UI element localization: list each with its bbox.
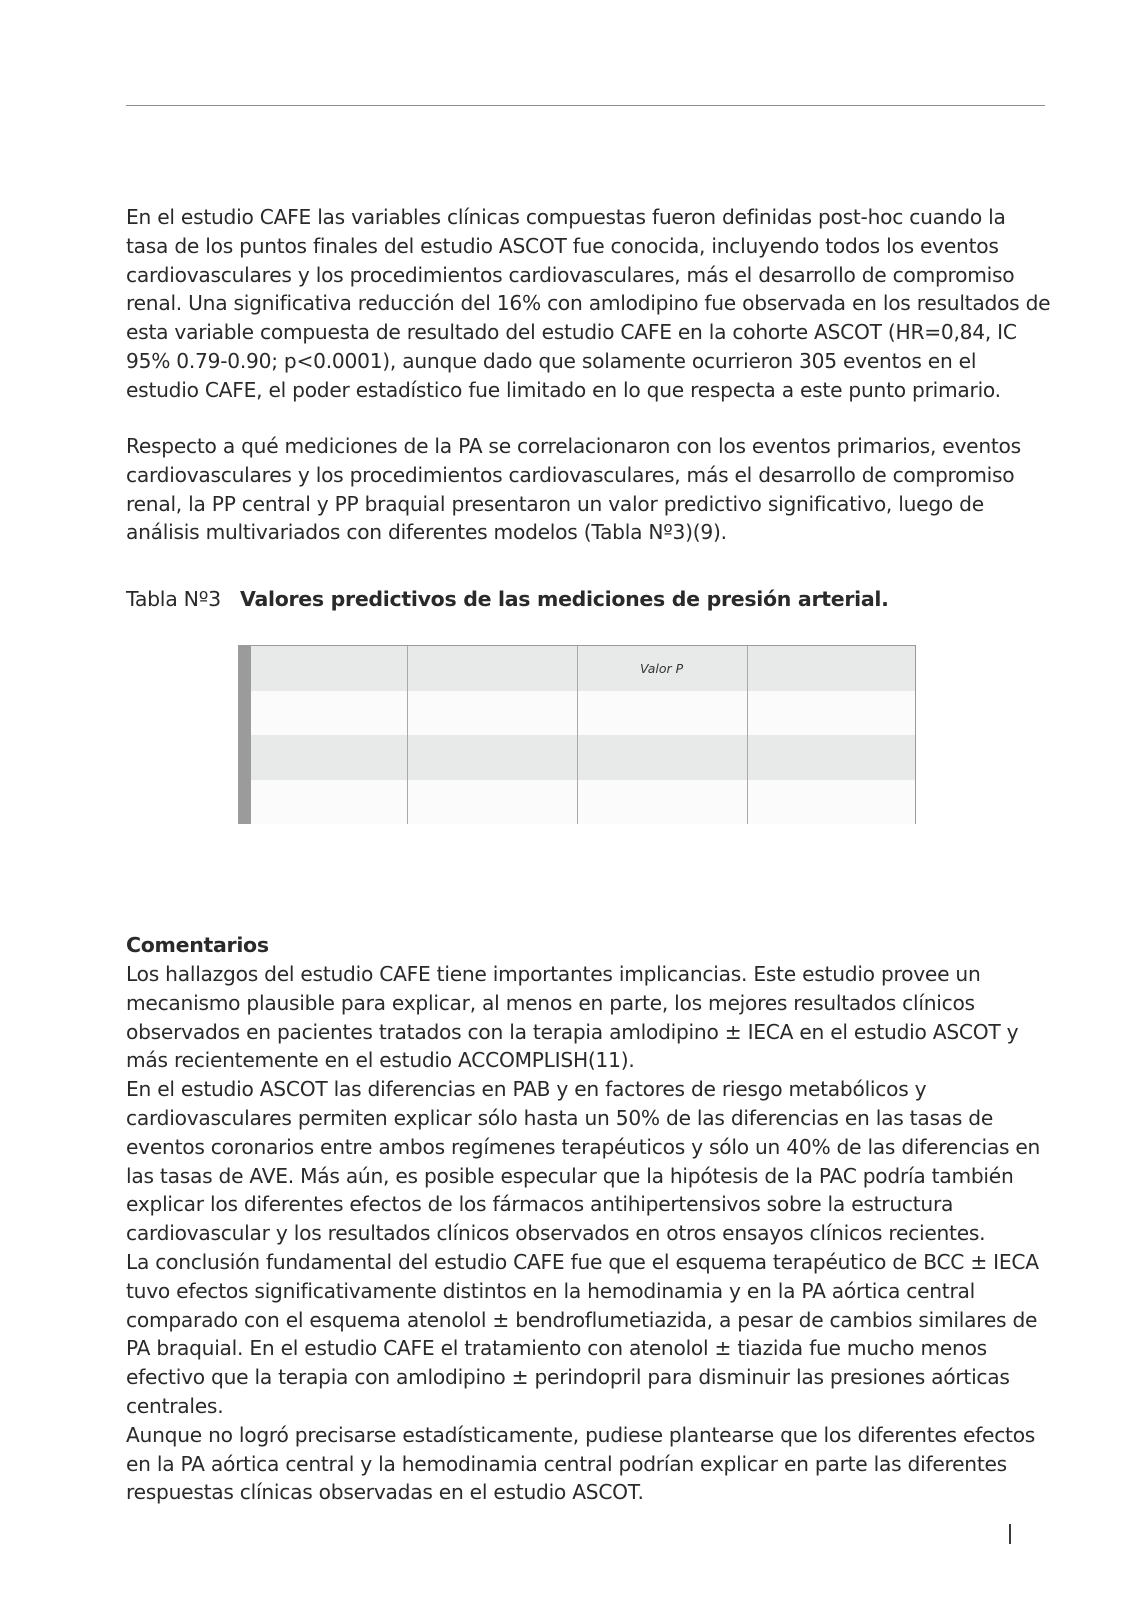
page-number-marker (1009, 1524, 1011, 1544)
comments-paragraph: Los hallazgos del estudio CAFE tiene importantes implicancias. Este estudio provee un mecanismo plausible para explicar, al menos en parte, los mejores resultados clínicos observados en pacientes tratados con la terapia amlodipino ± IECA en el estudio ASCOT y más recientemente en el estudio ACCOMPLISH(11). En el estudio ASCOT las diferencias en PAB y en factores de riesgo metabólicos y cardiovasculares permiten explicar sólo hasta un 50% de las diferencias en las tasas de eventos coronarios entre ambos regímenes terapéuticos y sólo un 40% de las diferencias en las tasas de AVE. Más aún, es posible especular que la hipótesis de la PAC podría también explicar los diferentes efectos de los fármacos antihipertensivos sobre la estructura cardiovascular y los resultados clínicos observados en otros ensayos clínicos recientes. La conclusión fundamental del estudio CAFE fue que el esquema terapéutico de BCC ± IECA tuvo efectos significativamente distintos en la hemodinamia y en la PA aórtica central comparado con el esquema atenolol ± bendroflumetiazida, a pesar de cambios similares de PA braquial. En el estudio CAFE el tratamiento con atenolol ± tiazida fue mucho menos efectivo que la terapia con amlodipino ± perindopril para disminuir las presiones aórticas centrales. Aunque no logró precisarse estadísticamente, pudiese plantearse que los diferentes efectos en la PA aórtica central y la hemodinamia central podrían explicar en parte las diferentes respuestas clínicas observadas en el estudio ASCOT. (126, 962, 1041, 1505)
table-cell (748, 691, 915, 736)
table-cell (408, 735, 578, 780)
table-cell (578, 780, 748, 825)
table-accent-bar (238, 646, 251, 823)
table-caption-title: Valores predictivos de las mediciones de presión arterial. (240, 587, 889, 611)
header-rule (126, 105, 1045, 106)
body-paragraph-1: En el estudio CAFE las variables clínicas compuestas fueron definidas post-hoc cuando la tasa de los puntos finales del estudio ASCOT fue conocida, incluyendo todos los eventos cardiovasculares y los procedimientos cardiovasculares, más el desarrollo de compromiso renal. Una significativa reducción del 16% con amlodipino fue observada en los resultados de esta variable compuesta de resultado del estudio CAFE en la cohorte ASCOT (HR=0,84, IC 95% 0.79-0.90; p<0.0001), aunque dado que solamente ocurrieron 305 eventos en el estudio CAFE, el poder estadístico fue limitado en lo que respecta a este punto primario. (126, 205, 1051, 402)
table-cell (748, 780, 915, 825)
table-header-row (251, 646, 915, 691)
section-heading-comentarios: Comentarios (126, 933, 269, 957)
data-table (238, 645, 916, 824)
table-cell (251, 780, 408, 825)
body-paragraph-2: Respecto a qué mediciones de la PA se correlacionaron con los eventos primarios, eventos cardiovasculares y los procedimientos cardiovasculares, más el desarrollo de compromiso renal, la PP central y PP braquial presentaron un valor predictivo significativo, luego de análisis multivariados con diferentes modelos (Tabla Nº3)(9). (126, 434, 1021, 545)
table-caption (126, 585, 889, 613)
table-header-cell (251, 646, 408, 691)
table-caption-label: Tabla Nº3 (126, 587, 221, 611)
table-row (251, 780, 915, 825)
table-cell (408, 691, 578, 736)
table-cell (251, 735, 408, 780)
table-header-cell (748, 646, 915, 691)
table-cell (408, 780, 578, 825)
table-cell (578, 691, 748, 736)
table-header-cell (408, 646, 578, 691)
table-cell (251, 691, 408, 736)
table-row (251, 735, 915, 780)
table-row (251, 691, 915, 736)
table-cell (578, 735, 748, 780)
table-header-cell-valor-p: Valor P (578, 646, 748, 691)
table-cell (748, 735, 915, 780)
